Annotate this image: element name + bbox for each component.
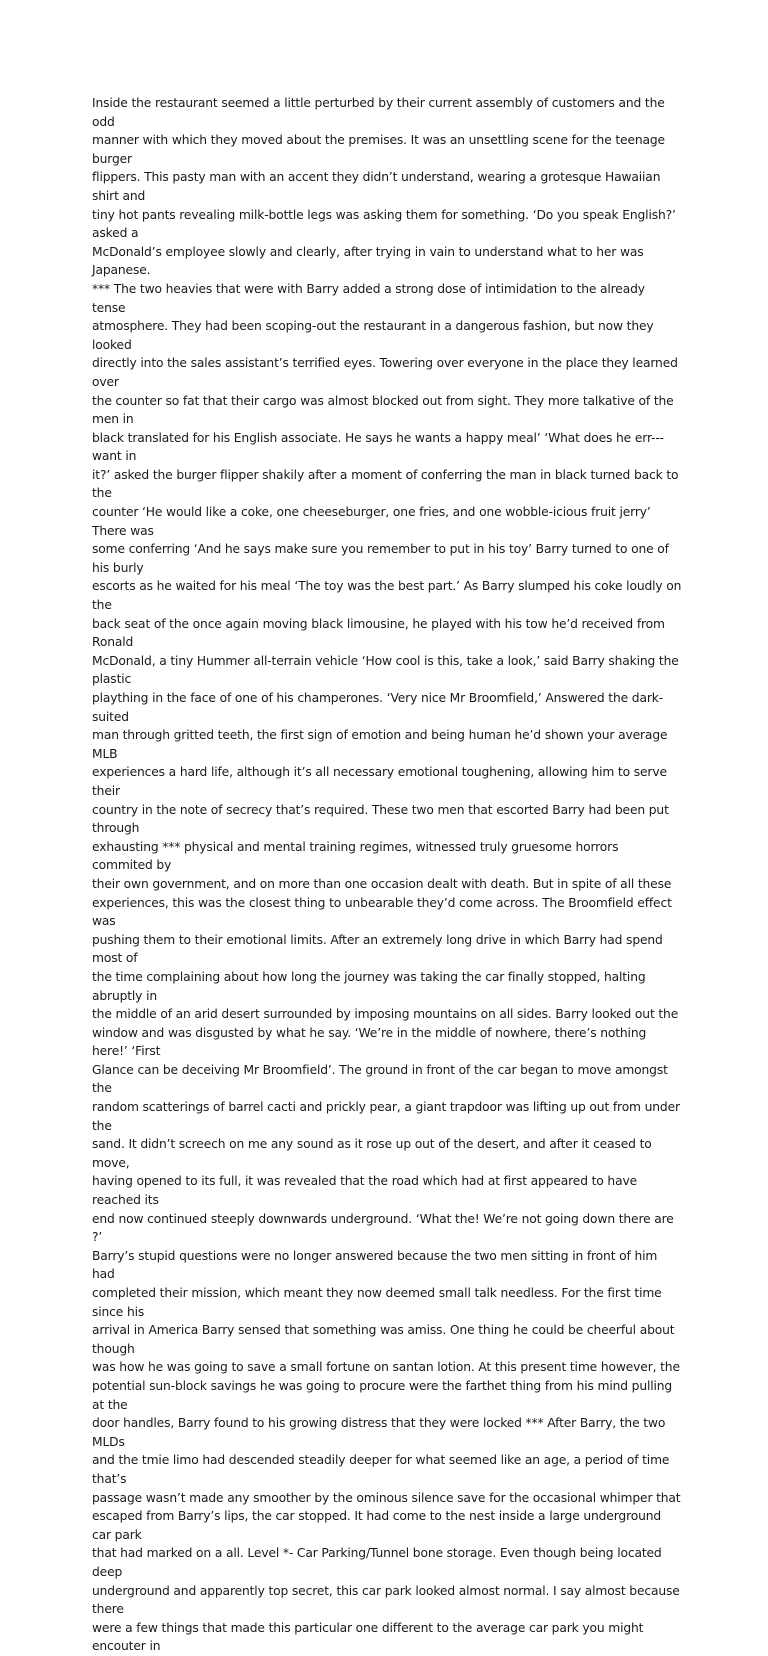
body-paragraph: Inside the restaurant seemed a little perturbed by their current assembly of customers and the odd manner with which they moved about the premises. It was an unsettling scene for the teenage burger flippers. This pasty man with an accent they didn’t understand, wearing a grotesque Hawaiian shirt and tiny hot pants revealing milk-bottle legs was asking them for something. ‘Do you speak English?’ asked a McDonald’s employee slowly and clearly, after trying in vain to understand what to her was Japanese. *** The two heavies that were with Barry added a strong dose of intimidation to the already tense atmosphere. They had been scoping-out the restaurant in a dangerous fashion, but now they looked directly into the sales assistant’s terrified eyes. Towering over everyone in the place they learned over the counter so fat that their cargo was almost blocked out from sight. They more talkative of the men in black translated for his English associate. He says he wants a happy meal’ ‘What does he err--- want in it?’ asked the burger flipper shakily after a moment of conferring the man in black turned back to the counter ‘He would like a coke, one cheeseburger, one fries, and one wobble-icious fruit jerry’ There was some conferring ‘And he says make sure you remember to put in his toy’ Barry turned to one of his burly escorts as he waited for his meal ‘The toy was the best part.’ As Barry slumped his coke loudly on the back seat of the once again moving black limousine, he played with his tow he’d received from Ronald McDonald, a tiny Hummer all-terrain vehicle ‘How cool is this, take a look,’ said Barry shaking the plastic plaything in the face of one of his champerones. ‘Very nice Mr Broomfield,’ Answered the dark-suited man through gritted teeth, the first sign of emotion and being human he’d shown your average MLB experiences a hard life, although it’s all necessary emotional toughening, allowing him to serve their country in the note of secrecy that’s required. These two men that escorted Barry had been put through exhausting *** physical and mental training regimes, witnessed truly gruesome horrors commited by their own government, and on more than one occasion dealt with death. But in spite of all these experiences, this was the closest thing to unbearable they’d come across. The Broomfield effect was pushing them to their emotional limits. After an extremely long drive in which Barry had spend most of the time complaining about how long the journey was taking the car finally stopped, halting abruptly in the middle of an arid desert surrounded by imposing mountains on all sides. Barry looked out the window and was disgusted by what he say. ‘We’re in the middle of nowhere, there’s nothing here!’ ‘First Glance can be deceiving Mr Broomfield’. The ground in front of the car began to move amongst the random scatterings of barrel cacti and prickly pear, a giant trapdoor was lifting up out from under the sand. It didn’t screech on me any sound as it rose up out of the desert, and after it ceased to move, having opened to its full, it was revealed that the road which had at first appeared to have reached its end now continued steeply downwards underground. ‘What the! We’re not going down there are ?’ Barry’s stupid questions were no longer answered because the two men sitting in front of him had completed their mission, which meant they now deemed small talk needless. For the first time since his arrival in America Barry sensed that something was amiss. One thing he could be cheerful about though was how he was going to save a small fortune on santan lotion. At this present time however, the potential sun-block savings he was going to procure were the farthet thing from his mind pulling at the door handles, Barry found to his growing distress that they were locked *** After Barry, the two MLDs and the tmie limo had descended steadily deeper for what seemed like an age, a period of time that’s passage wasn’t made any smoother by the ominous silence save for the occasional whimper that escaped from Barry’s lips, the car stopped. It had come to the nest inside a large underground car park that had marked on a all. Level *- Car Parking/Tunnel bone storage. Even though being located deep underground and apparently top secret, this car park looked almost normal. I say almost because there were a few things that made this particular one different to the average car park you might encouter in bbox=[92, 96, 682, 1654]
